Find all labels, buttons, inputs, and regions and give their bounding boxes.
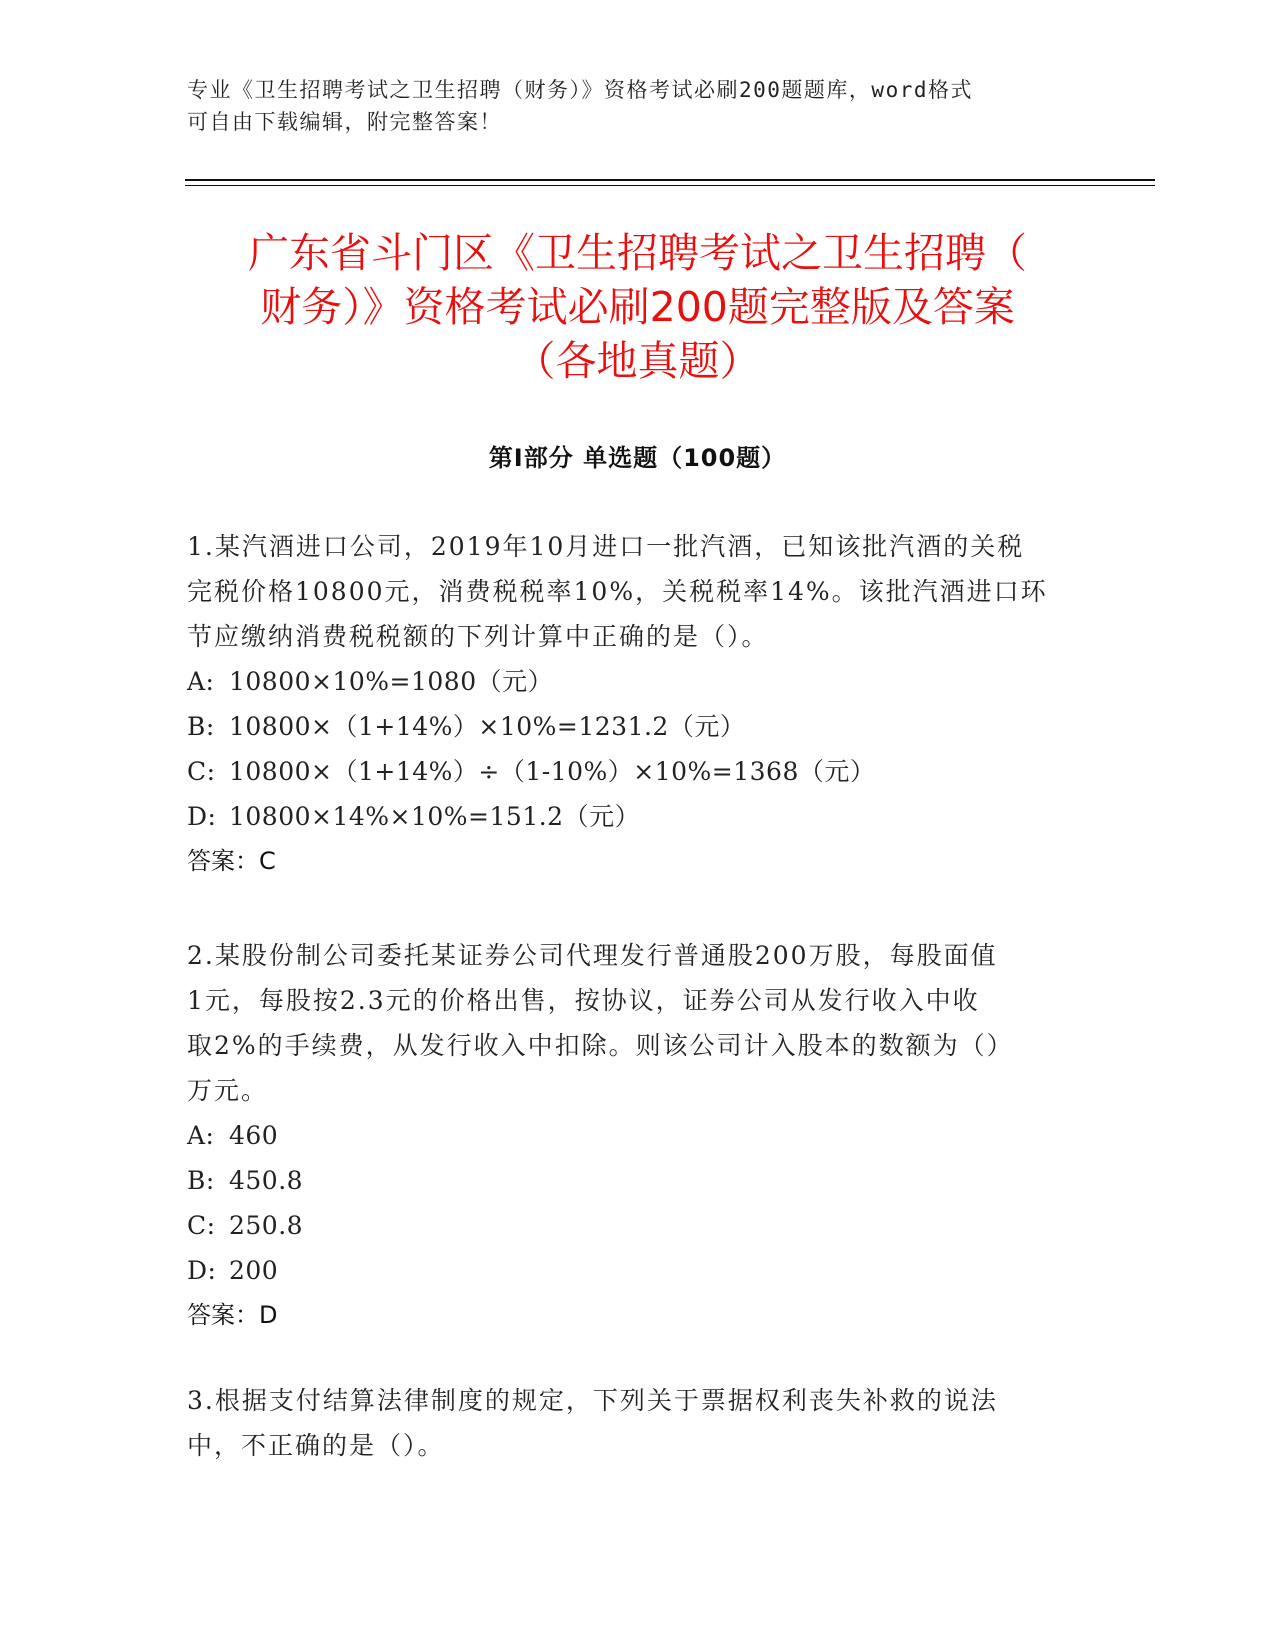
header-divider-thin [185,185,1155,186]
header-note [187,74,1067,138]
option-text: 460 [229,1121,279,1150]
question-stem-line: 1.某汽酒进口公司，2019年10月进口一批汽酒，已知该批汽酒的关税 [187,532,1025,561]
question-1 [187,524,1082,884]
option-key: B: [187,712,215,741]
document-title-line: 广东省斗门区《卫生招聘考试之卫生招聘（ [248,229,1027,277]
header-divider-thick [185,179,1155,181]
option-key: D: [187,802,217,831]
question-option-c [187,749,1082,794]
option-key: D: [187,1256,217,1285]
document-title-line: 财务）》资格考试必刷200题完整版及答案 [260,283,1015,331]
option-text: 10800×14%×10%=151.2（元） [229,802,641,831]
question-2 [187,933,1082,1338]
question-option-d [187,794,1082,839]
question-stem-line: 万元。 [187,1076,269,1105]
option-text: 200 [229,1256,279,1285]
question-stem-line: 取2%的手续费，从发行收入中扣除。则该公司计入股本的数额为（） [187,1031,1014,1060]
option-text: 450.8 [229,1166,304,1195]
header-note-line: 专业《卫生招聘考试之卫生招聘（财务）》资格考试必刷200题题库，word格式 [187,78,973,102]
question-answer: 答案：D [187,1301,278,1329]
document-title [160,226,1115,388]
question-3 [187,1378,1082,1468]
option-key: A: [187,667,215,696]
question-stem-line: 3.根据支付结算法律制度的规定，下列关于票据权利丧失补救的说法 [187,1386,998,1415]
question-option-d [187,1248,1082,1293]
option-text: 250.8 [229,1211,304,1240]
question-option-b [187,1158,1082,1203]
question-option-a [187,659,1082,704]
question-stem-line: 中，不正确的是（）。 [187,1431,445,1460]
option-key: C: [187,757,216,786]
option-key: A: [187,1121,215,1150]
document-title-line: （各地真题） [514,337,761,385]
option-key: B: [187,1166,215,1195]
question-option-c [187,1203,1082,1248]
option-text: 10800×（1+14%）×10%=1231.2（元） [229,712,746,741]
question-stem-line: 完税价格10800元，消费税税率10%，关税税率14%。该批汽酒进口环 [187,577,1048,606]
question-stem-line: 节应缴纳消费税税额的下列计算中正确的是（）。 [187,622,769,651]
option-key: C: [187,1211,216,1240]
option-text: 10800×10%=1080（元） [229,667,554,696]
header-note-line: 可自由下载编辑，附完整答案！ [187,110,502,134]
question-answer: 答案：C [187,847,276,875]
section-heading: 第Ⅰ部分 单选题（100题） [488,444,787,472]
question-option-a [187,1113,1082,1158]
option-text: 10800×（1+14%）÷（1-10%）×10%=1368（元） [229,757,876,786]
question-stem-line: 1元，每股按2.3元的价格出售，按协议，证券公司从发行收入中收 [187,986,980,1015]
question-option-b [187,704,1082,749]
question-stem-line: 2.某股份制公司委托某证券公司代理发行普通股200万股，每股面值 [187,941,998,970]
